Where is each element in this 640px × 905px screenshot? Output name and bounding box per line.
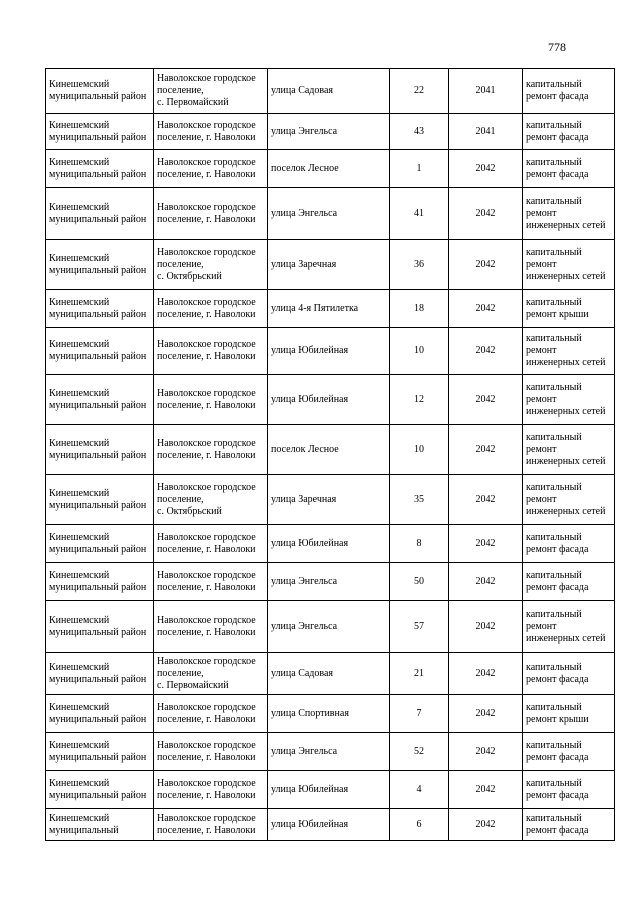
settlement-cell: Наволокское городское поселение, г. Наволоки <box>154 425 268 475</box>
table-row <box>46 601 615 653</box>
table-row <box>46 328 615 375</box>
district-cell: Кинешемский муниципальный район <box>46 375 154 425</box>
year-cell: 2042 <box>449 328 523 375</box>
settlement-cell: Наволокское городское поселение, г. Наволоки <box>154 695 268 733</box>
street-cell: улица Юбилейная <box>268 771 390 809</box>
housing-repair-table <box>45 68 615 841</box>
year-cell: 2041 <box>449 69 523 114</box>
year-cell: 2042 <box>449 563 523 601</box>
repair-type-cell: капитальный ремонт инженерных сетей <box>523 601 615 653</box>
street-cell: улица Юбилейная <box>268 375 390 425</box>
repair-type-cell: капитальный ремонт фасада <box>523 69 615 114</box>
settlement-cell: Наволокское городское поселение, г. Наволоки <box>154 525 268 563</box>
district-cell: Кинешемский муниципальный район <box>46 150 154 188</box>
settlement-cell: Наволокское городское поселение, г. Наволоки <box>154 771 268 809</box>
repair-type-cell: капитальный ремонт фасада <box>523 150 615 188</box>
street-cell: улица Юбилейная <box>268 525 390 563</box>
district-cell: Кинешемский муниципальный район <box>46 475 154 525</box>
street-cell: улица 4-я Пятилетка <box>268 290 390 328</box>
street-cell: поселок Лесное <box>268 150 390 188</box>
settlement-cell: Наволокское городское поселение, г. Наволоки <box>154 733 268 771</box>
house-number-cell: 10 <box>390 328 449 375</box>
settlement-cell: Наволокское городское поселение, с. Октябрьский <box>154 240 268 290</box>
repair-type-cell: капитальный ремонт фасада <box>523 653 615 695</box>
repair-type-cell: капитальный ремонт крыши <box>523 695 615 733</box>
district-cell: Кинешемский муниципальный район <box>46 425 154 475</box>
table-row <box>46 525 615 563</box>
house-number-cell: 35 <box>390 475 449 525</box>
settlement-cell: Наволокское городское поселение, г. Наволоки <box>154 601 268 653</box>
street-cell: улица Заречная <box>268 475 390 525</box>
settlement-cell: Наволокское городское поселение, г. Наволоки <box>154 375 268 425</box>
year-cell: 2042 <box>449 653 523 695</box>
repair-type-cell: капитальный ремонт фасада <box>523 809 615 841</box>
district-cell: Кинешемский муниципальный район <box>46 525 154 563</box>
district-cell: Кинешемский муниципальный <box>46 809 154 841</box>
year-cell: 2041 <box>449 114 523 150</box>
year-cell: 2042 <box>449 375 523 425</box>
house-number-cell: 43 <box>390 114 449 150</box>
year-cell: 2042 <box>449 771 523 809</box>
street-cell: улица Заречная <box>268 240 390 290</box>
street-cell: улица Юбилейная <box>268 809 390 841</box>
house-number-cell: 6 <box>390 809 449 841</box>
street-cell: улица Садовая <box>268 653 390 695</box>
district-cell: Кинешемский муниципальный район <box>46 563 154 601</box>
settlement-cell: Наволокское городское поселение, г. Наволоки <box>154 290 268 328</box>
street-cell: улица Энгельса <box>268 114 390 150</box>
table-body <box>46 69 615 841</box>
year-cell: 2042 <box>449 601 523 653</box>
district-cell: Кинешемский муниципальный район <box>46 188 154 240</box>
table-row <box>46 240 615 290</box>
year-cell: 2042 <box>449 290 523 328</box>
house-number-cell: 1 <box>390 150 449 188</box>
house-number-cell: 4 <box>390 771 449 809</box>
year-cell: 2042 <box>449 150 523 188</box>
repair-type-cell: капитальный ремонт инженерных сетей <box>523 475 615 525</box>
district-cell: Кинешемский муниципальный район <box>46 695 154 733</box>
repair-type-cell: капитальный ремонт фасада <box>523 525 615 563</box>
repair-type-cell: капитальный ремонт фасада <box>523 114 615 150</box>
house-number-cell: 7 <box>390 695 449 733</box>
settlement-cell: Наволокское городское поселение, г. Наволоки <box>154 563 268 601</box>
settlement-cell: Наволокское городское поселение, г. Наволоки <box>154 809 268 841</box>
house-number-cell: 50 <box>390 563 449 601</box>
settlement-cell: Наволокское городское поселение, с. Октябрьский <box>154 475 268 525</box>
settlement-cell: Наволокское городское поселение, г. Наволоки <box>154 328 268 375</box>
year-cell: 2042 <box>449 240 523 290</box>
district-cell: Кинешемский муниципальный район <box>46 733 154 771</box>
street-cell: поселок Лесное <box>268 425 390 475</box>
house-number-cell: 18 <box>390 290 449 328</box>
repair-type-cell: капитальный ремонт инженерных сетей <box>523 240 615 290</box>
street-cell: улица Энгельса <box>268 563 390 601</box>
street-cell: улица Спортивная <box>268 695 390 733</box>
page-number: 778 <box>548 40 566 54</box>
table-row <box>46 69 615 114</box>
year-cell: 2042 <box>449 733 523 771</box>
district-cell: Кинешемский муниципальный район <box>46 653 154 695</box>
street-cell: улица Юбилейная <box>268 328 390 375</box>
table-row <box>46 150 615 188</box>
street-cell: улица Энгельса <box>268 601 390 653</box>
year-cell: 2042 <box>449 809 523 841</box>
table-row <box>46 188 615 240</box>
table-row <box>46 563 615 601</box>
year-cell: 2042 <box>449 525 523 563</box>
settlement-cell: Наволокское городское поселение, с. Первомайский <box>154 653 268 695</box>
district-cell: Кинешемский муниципальный район <box>46 69 154 114</box>
house-number-cell: 57 <box>390 601 449 653</box>
table-row <box>46 771 615 809</box>
year-cell: 2042 <box>449 695 523 733</box>
table-row <box>46 695 615 733</box>
repair-type-cell: капитальный ремонт фасада <box>523 771 615 809</box>
repair-type-cell: капитальный ремонт инженерных сетей <box>523 188 615 240</box>
repair-type-cell: капитальный ремонт фасада <box>523 733 615 771</box>
house-number-cell: 22 <box>390 69 449 114</box>
district-cell: Кинешемский муниципальный район <box>46 240 154 290</box>
street-cell: улица Энгельса <box>268 188 390 240</box>
year-cell: 2042 <box>449 188 523 240</box>
district-cell: Кинешемский муниципальный район <box>46 771 154 809</box>
district-cell: Кинешемский муниципальный район <box>46 328 154 375</box>
house-number-cell: 52 <box>390 733 449 771</box>
table-row <box>46 290 615 328</box>
repair-type-cell: капитальный ремонт инженерных сетей <box>523 375 615 425</box>
street-cell: улица Энгельса <box>268 733 390 771</box>
table-row <box>46 809 615 841</box>
district-cell: Кинешемский муниципальный район <box>46 114 154 150</box>
settlement-cell: Наволокское городское поселение, г. Наволоки <box>154 150 268 188</box>
repair-type-cell: капитальный ремонт инженерных сетей <box>523 328 615 375</box>
table-row <box>46 375 615 425</box>
table-row <box>46 475 615 525</box>
district-cell: Кинешемский муниципальный район <box>46 601 154 653</box>
repair-type-cell: капитальный ремонт крыши <box>523 290 615 328</box>
settlement-cell: Наволокское городское поселение, с. Первомайский <box>154 69 268 114</box>
repair-type-cell: капитальный ремонт инженерных сетей <box>523 425 615 475</box>
house-number-cell: 10 <box>390 425 449 475</box>
table-row <box>46 114 615 150</box>
house-number-cell: 41 <box>390 188 449 240</box>
house-number-cell: 21 <box>390 653 449 695</box>
street-cell: улица Садовая <box>268 69 390 114</box>
year-cell: 2042 <box>449 475 523 525</box>
repair-type-cell: капитальный ремонт фасада <box>523 563 615 601</box>
table-row <box>46 653 615 695</box>
year-cell: 2042 <box>449 425 523 475</box>
house-number-cell: 12 <box>390 375 449 425</box>
settlement-cell: Наволокское городское поселение, г. Наволоки <box>154 188 268 240</box>
table-row <box>46 425 615 475</box>
house-number-cell: 8 <box>390 525 449 563</box>
district-cell: Кинешемский муниципальный район <box>46 290 154 328</box>
table-row <box>46 733 615 771</box>
house-number-cell: 36 <box>390 240 449 290</box>
settlement-cell: Наволокское городское поселение, г. Наволоки <box>154 114 268 150</box>
